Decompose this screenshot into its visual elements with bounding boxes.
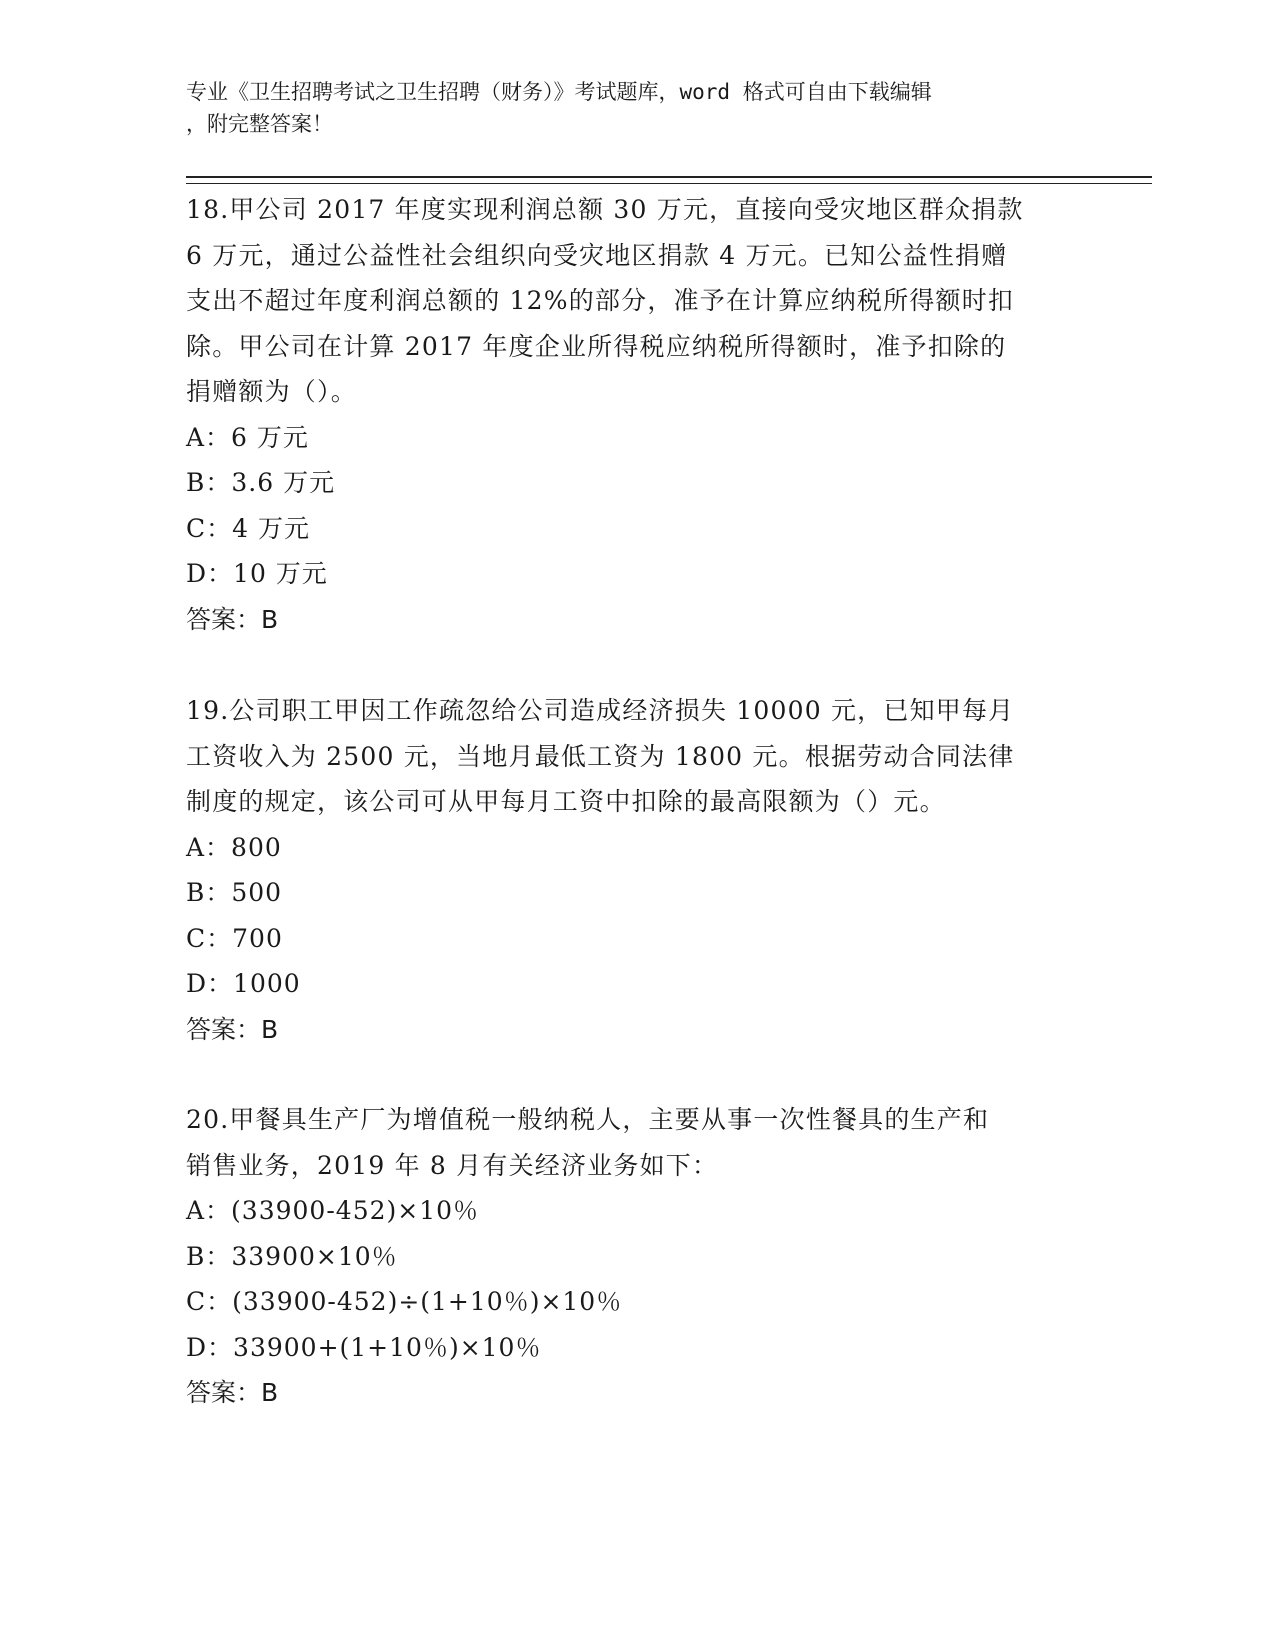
option-c: C：4 万元 (186, 513, 310, 543)
question-stem-line: 19.公司职工甲因工作疏忽给公司造成经济损失 10000 元，已知甲每月 (186, 696, 1015, 725)
option-b: B：3.6 万元 (186, 468, 336, 497)
header-rule-thick (186, 176, 1152, 178)
option-d: D：10 万元 (186, 559, 328, 588)
answer-line: 答案：B (186, 1378, 279, 1407)
option-a: A：6 万元 (186, 422, 309, 452)
option-c: C：700 (186, 923, 283, 953)
question-stem-line: 捐赠额为（）。 (186, 377, 357, 406)
document-header (186, 76, 1066, 140)
answer-line: 答案：B (186, 604, 279, 634)
question-stem-line: 20.甲餐具生产厂为增值税一般纳税人，主要从事一次性餐具的生产和 (186, 1105, 990, 1134)
question-stem-line: 销售业务，2019 年 8 月有关经济业务如下： (186, 1150, 719, 1180)
question-stem-line: 工资收入为 2500 元，当地月最低工资为 1800 元。根据劳动合同法律 (186, 741, 1015, 771)
option-a: A：800 (186, 832, 282, 862)
question-stem-line: 支出不超过年度利润总额的 12%的部分，准予在计算应纳税所得额时扣 (186, 286, 1015, 315)
answer-line: 答案：B (186, 1014, 279, 1044)
option-c: C：(33900-452)÷(1+10％)×10％ (186, 1287, 623, 1316)
question-20 (186, 1097, 1076, 1416)
option-b: B：500 (186, 878, 283, 907)
question-19 (186, 688, 1076, 1052)
option-a: A：(33900-452)×10％ (186, 1196, 480, 1225)
question-stem-line: 18.甲公司 2017 年度实现利润总额 30 万元，直接向受灾地区群众捐款 (186, 195, 1024, 224)
question-18 (186, 187, 1076, 642)
option-d: D：1000 (186, 969, 301, 998)
question-stem-line: 6 万元，通过公益性社会组织向受灾地区捐款 4 万元。已知公益性捐赠 (186, 240, 1008, 270)
option-d: D：33900+(1+10％)×10％ (186, 1332, 542, 1362)
question-stem-line: 除。甲公司在计算 2017 年度企业所得税应纳税所得额时，准予扣除的 (186, 331, 1007, 361)
option-b: B：33900×10％ (186, 1241, 398, 1271)
header-line-1: 专业《卫生招聘考试之卫生招聘（财务）》考试题库，word 格式可自由下载编辑 (186, 80, 932, 104)
header-line-2: ，附完整答案！ (186, 112, 333, 136)
question-stem-line: 制度的规定，该公司可从甲每月工资中扣除的最高限额为（）元。 (186, 787, 946, 816)
header-rule-thin (186, 183, 1152, 184)
